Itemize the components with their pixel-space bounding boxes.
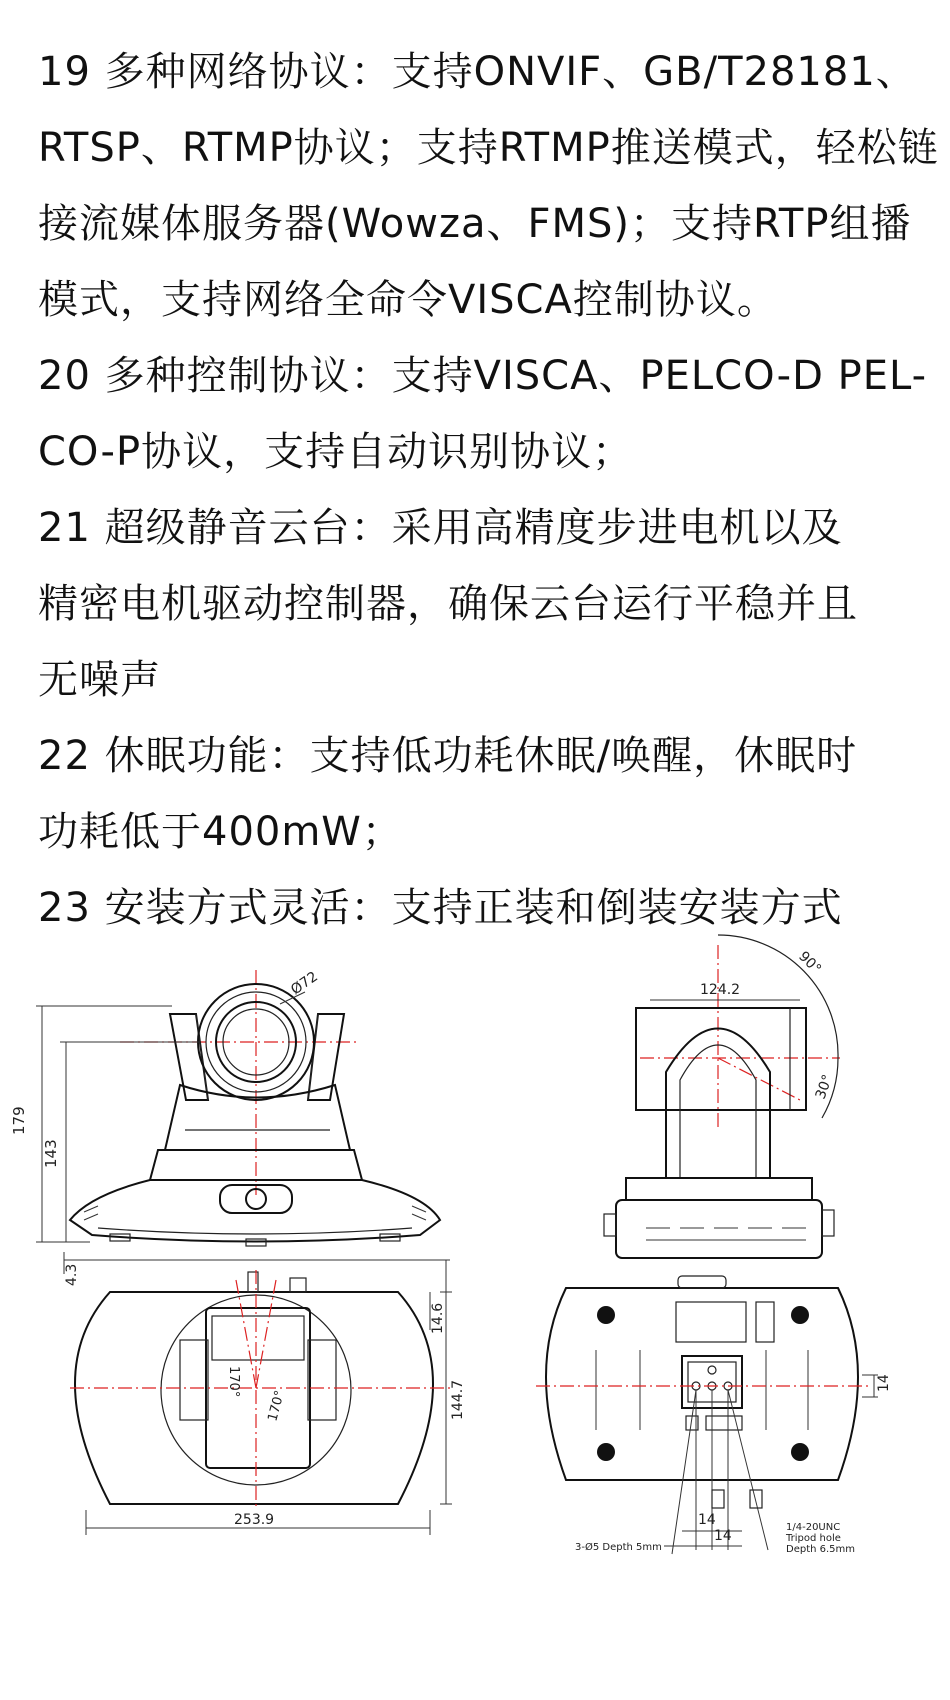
lens-diameter-label: Ø72: [288, 968, 321, 999]
hole-spacing-2-label: 14: [714, 1528, 732, 1544]
spec-line: 接流媒体服务器(Wowza、FMS)；支持RTP组播: [38, 201, 912, 247]
tripod-hole-note: Tripod hole: [786, 1533, 841, 1544]
tripod-depth-note: Depth 6.5mm: [786, 1544, 856, 1555]
spec-line: 无噪声: [38, 657, 161, 703]
technical-drawing: [0, 948, 950, 1690]
spec-line: CO-P协议，支持自动识别协议；: [38, 429, 634, 475]
depth-total-label: 144.7: [450, 1379, 466, 1420]
spec-line: RTSP、RTMP协议；支持RTMP推送模式，轻松链: [38, 125, 939, 171]
front-view: [10, 969, 440, 1246]
base-width-label: 253.9: [234, 1512, 275, 1528]
tilt-down-label: 30°: [812, 1072, 837, 1102]
base-offset-label: 4.3: [64, 1263, 80, 1286]
spec-line: 22 休眠功能：支持低功耗休眠/唤醒，休眠时: [38, 733, 858, 779]
tilt-up-label: 90°: [795, 948, 825, 978]
side-view: [604, 935, 840, 1258]
spec-line: 20 多种控制协议：支持VISCA、PELCO-D PEL-: [38, 353, 928, 399]
screw-holes-note: 3-Ø5 Depth 5mm: [575, 1542, 662, 1553]
hole-spacing-1-label: 14: [698, 1512, 716, 1528]
tripod-thread-note: 1/4-20UNC: [786, 1522, 841, 1533]
pan-left-label: 170°: [226, 1366, 241, 1398]
bottom-view: [536, 1276, 892, 1555]
pan-right-label: 170°: [265, 1388, 288, 1424]
depth-upper-label: 14.6: [430, 1302, 446, 1334]
center-height-label: 143: [42, 1139, 60, 1168]
spec-line: 19 多种网络协议：支持ONVIF、GB/T28181、: [38, 49, 917, 95]
spec-line: 功耗低于400mW；: [38, 809, 403, 855]
dimension-drawings: [0, 948, 950, 1690]
side-width-label: 124.2: [700, 982, 741, 998]
spec-line: 模式，支持网络全命令VISCA控制协议。: [38, 277, 778, 323]
spec-line: 精密电机驱动控制器，确保云台运行平稳并且: [38, 581, 858, 627]
spec-list: [38, 34, 939, 946]
spec-line: 21 超级静音云台：采用高精度步进电机以及: [38, 505, 843, 551]
spec-line: 23 安装方式灵活：支持正装和倒装安装方式: [38, 885, 843, 931]
bottom-offset-label: 14: [876, 1374, 892, 1392]
total-height-label: 179: [10, 1106, 28, 1135]
top-view: [64, 1252, 466, 1535]
